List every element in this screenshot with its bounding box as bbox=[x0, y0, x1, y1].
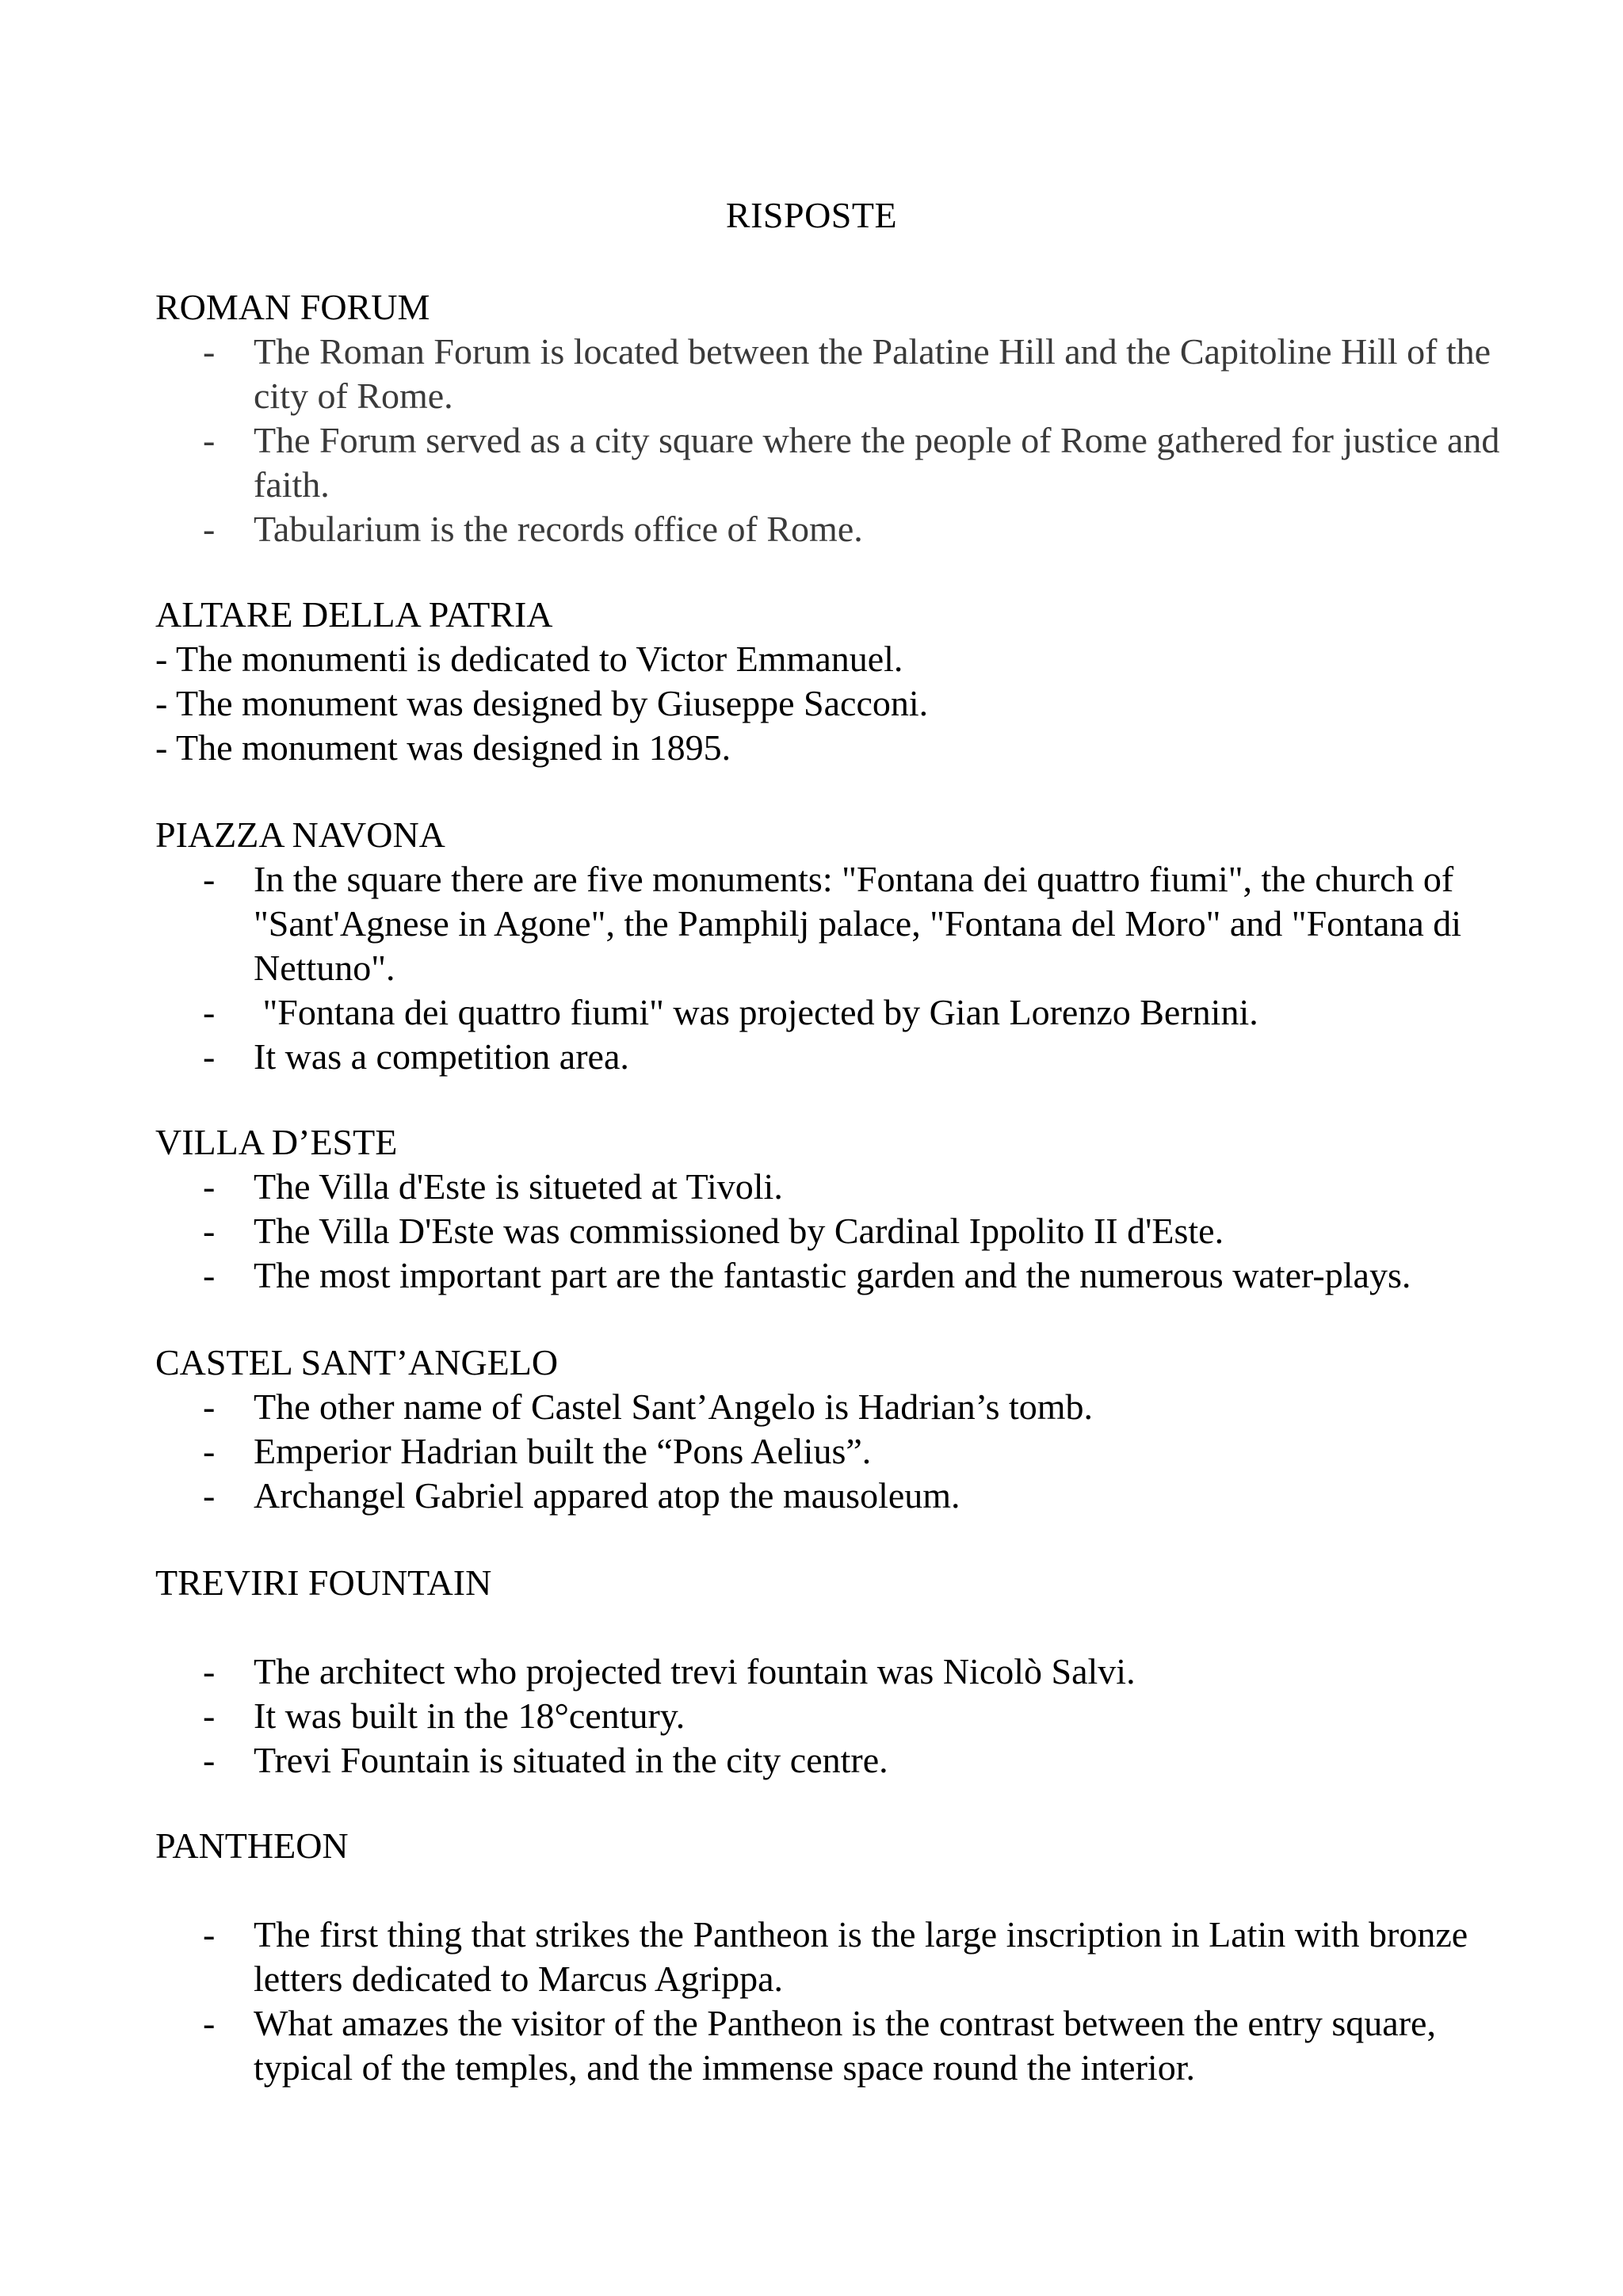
list-item-text: Tabularium is the records office of Rome. bbox=[254, 509, 863, 549]
bullet-list bbox=[155, 330, 1503, 551]
list-item bbox=[155, 1738, 1503, 1783]
dash-marker: - bbox=[203, 1431, 216, 1471]
list-item-text: The Villa D'Este was commissioned by Cardinal Ippolito II d'Este. bbox=[254, 1211, 1224, 1251]
text-line: - The monument was designed in 1895. bbox=[155, 727, 731, 768]
list-item-text: The architect who projected trevi fountain was Nicolò Salvi. bbox=[254, 1651, 1136, 1691]
bullet-list bbox=[155, 1385, 1503, 1518]
dash-marker: - bbox=[203, 2003, 216, 2043]
list-item-text: Trevi Fountain is situated in the city centre. bbox=[254, 1740, 888, 1780]
list-item bbox=[155, 990, 1503, 1035]
section-heading: VILLA D’ESTE bbox=[155, 1122, 398, 1162]
list-item-text: Archangel Gabriel appared atop the mausoleum. bbox=[254, 1475, 960, 1516]
list-item bbox=[155, 1474, 1503, 1518]
section-heading: PANTHEON bbox=[155, 1825, 349, 1866]
list-item-text: In the square there are five monuments: "Fontana dei quattro fiumi", the church of "Sant'Agnese in Agone", the Pamphilj palace, "Fontana del Moro" and "Fontana di Nettuno". bbox=[254, 859, 1462, 988]
dash-marker: - bbox=[203, 1695, 216, 1736]
list-item bbox=[155, 1385, 1503, 1429]
section-heading: TREVIRI FOUNTAIN bbox=[155, 1562, 492, 1603]
list-item bbox=[155, 1650, 1503, 1694]
list-item bbox=[155, 1913, 1503, 2001]
dash-marker: - bbox=[203, 1914, 216, 1955]
dash-marker: - bbox=[203, 1036, 216, 1077]
list-item bbox=[155, 330, 1503, 418]
list-item bbox=[155, 1209, 1503, 1253]
list-item-text: It was a competition area. bbox=[254, 1036, 629, 1077]
text-line: - The monument was designed by Giuseppe Sacconi. bbox=[155, 683, 929, 723]
list-item bbox=[155, 1694, 1503, 1738]
dash-marker: - bbox=[203, 859, 216, 899]
dash-marker: - bbox=[203, 1386, 216, 1427]
text-line: - The monumenti is dedicated to Victor Emmanuel. bbox=[155, 639, 903, 679]
dash-marker: - bbox=[203, 1740, 216, 1780]
list-item-text: Emperior Hadrian built the “Pons Aelius”. bbox=[254, 1431, 872, 1471]
bullet-list bbox=[155, 1165, 1503, 1298]
dash-marker: - bbox=[203, 1475, 216, 1516]
section-treviri-fountain bbox=[155, 1561, 1503, 1783]
dash-marker: - bbox=[203, 1211, 216, 1251]
section-villa-deste bbox=[155, 1120, 1503, 1298]
section-piazza-navona bbox=[155, 813, 1503, 1079]
list-item-text: The most important part are the fantastic garden and the numerous water-plays. bbox=[254, 1255, 1411, 1295]
dash-marker: - bbox=[203, 1255, 216, 1295]
list-item bbox=[155, 857, 1503, 990]
section-roman-forum bbox=[155, 285, 1503, 551]
dash-marker: - bbox=[203, 509, 216, 549]
list-item-text: "Fontana dei quattro fiumi" was projected by Gian Lorenzo Bernini. bbox=[254, 992, 1258, 1032]
list-item bbox=[155, 418, 1503, 507]
section-heading: CASTEL SANT’ANGELO bbox=[155, 1342, 559, 1383]
list-item-text: The first thing that strikes the Pantheon is the large inscription in Latin with bronze letters dedicated to Marcus Agrippa. bbox=[254, 1914, 1468, 1999]
list-item bbox=[155, 1253, 1503, 1298]
dash-marker: - bbox=[203, 1166, 216, 1207]
bullet-list bbox=[155, 1913, 1503, 2090]
list-item-text: The Villa d'Este is situeted at Tivoli. bbox=[254, 1166, 783, 1207]
section-altare-della-patria bbox=[155, 593, 1503, 770]
section-pantheon bbox=[155, 1824, 1503, 2090]
list-item bbox=[155, 1429, 1503, 1474]
list-item-text: The other name of Castel Sant’Angelo is Hadrian’s tomb. bbox=[254, 1386, 1094, 1427]
list-item bbox=[155, 2001, 1503, 2090]
page-title: RISPOSTE bbox=[725, 195, 898, 235]
bullet-list bbox=[155, 1650, 1503, 1783]
dash-marker: - bbox=[203, 331, 216, 372]
section-heading: ALTARE DELLA PATRIA bbox=[155, 594, 553, 635]
list-item-text: What amazes the visitor of the Pantheon is the contrast between the entry square, typical of the temples, and the immense space round the interior. bbox=[254, 2003, 1436, 2088]
list-item-text: The Forum served as a city square where the people of Rome gathered for justice and faith. bbox=[254, 420, 1500, 505]
list-item bbox=[155, 1165, 1503, 1209]
list-item bbox=[155, 1035, 1503, 1079]
dash-marker: - bbox=[203, 420, 216, 460]
section-castel-santangelo bbox=[155, 1341, 1503, 1518]
bullet-list bbox=[155, 857, 1503, 1079]
list-item bbox=[155, 507, 1503, 551]
list-item-text: The Roman Forum is located between the Palatine Hill and the Capitoline Hill of the city of Rome. bbox=[254, 331, 1491, 416]
list-item-text: It was built in the 18°century. bbox=[254, 1695, 685, 1736]
dash-marker: - bbox=[203, 992, 216, 1032]
section-heading: PIAZZA NAVONA bbox=[155, 814, 445, 855]
section-heading: ROMAN FORUM bbox=[155, 287, 430, 327]
dash-marker: - bbox=[203, 1651, 216, 1691]
